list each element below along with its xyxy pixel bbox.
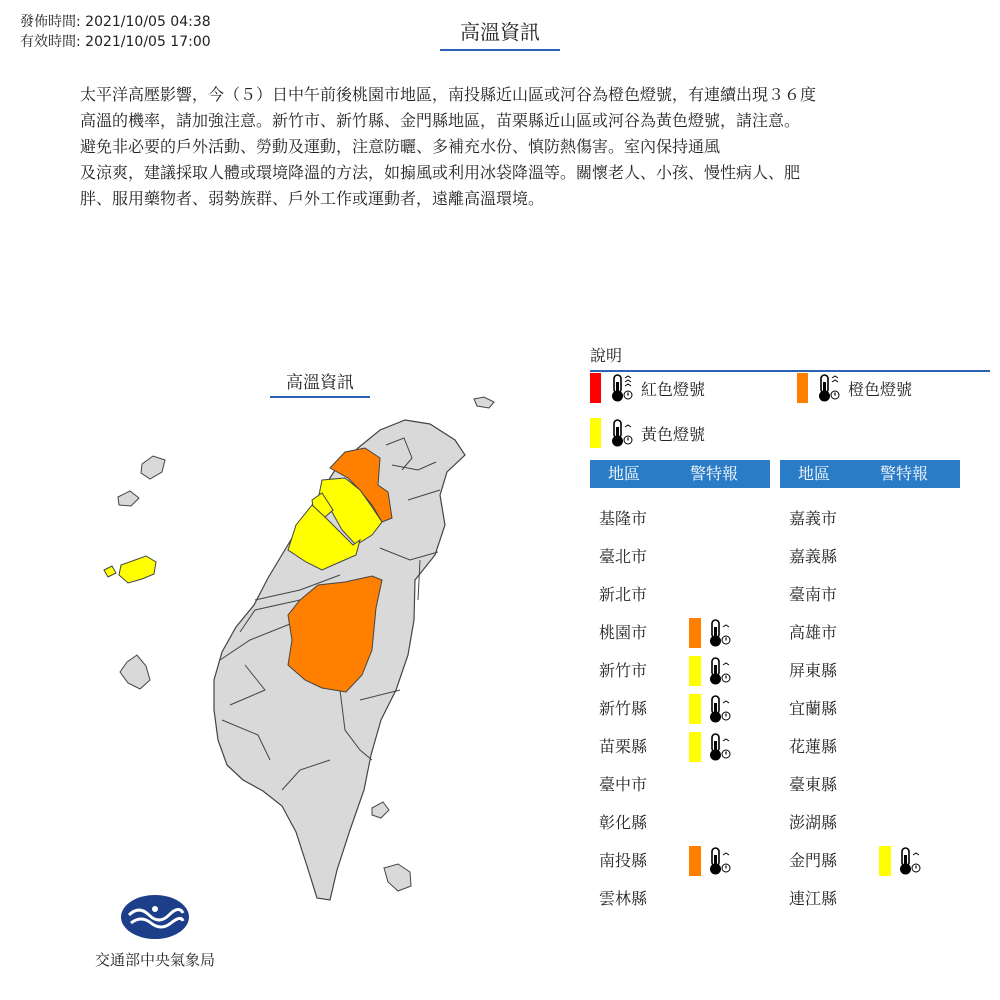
orchid-island: [384, 864, 411, 891]
bulletin-line: 胖、服用藥物者、弱勢族群、戶外工作或運動者，遠離高溫環境。: [80, 189, 545, 208]
yellow-warning-swatch: [689, 694, 701, 724]
thermometer-icon: [609, 373, 635, 403]
table-header-left: [590, 460, 770, 488]
taiwan-map: [90, 390, 510, 910]
region-name: 彰化縣: [599, 813, 648, 832]
warning-icon-wrap: [707, 656, 733, 696]
valid-time: 有效時間: 2021/10/05 17:00: [20, 34, 211, 50]
bulletin-line: 高溫的機率，請加強注意。新竹市、新竹縣、金門縣地區，苗栗縣近山區或河谷為黃色燈號，請注意。: [80, 111, 801, 130]
orange-warning-swatch: [689, 618, 701, 648]
bulletin-text: [80, 82, 940, 212]
warning-icon-wrap: [707, 732, 733, 772]
thermometer-icon: [609, 418, 635, 448]
warning-icon-wrap: [707, 694, 733, 734]
region-name: 新竹市: [599, 661, 648, 680]
column-header-region: 地區: [608, 464, 641, 483]
region-name: 宜蘭縣: [789, 699, 838, 718]
island-matsu-3: [118, 491, 139, 506]
agency-name: 交通部中央氣象局: [94, 951, 215, 969]
region-name: 連江縣: [789, 889, 838, 908]
region-name: 雲林縣: [599, 889, 648, 908]
thermometer-icon: [707, 846, 733, 876]
thermometer-icon: [707, 656, 733, 686]
thermometer-icon: [816, 373, 842, 403]
region-name: 桃園市: [599, 623, 648, 642]
region-name: 花蓮縣: [789, 737, 838, 756]
map-title: 高溫資訊: [270, 368, 370, 398]
kinmen-small-island: [104, 566, 116, 577]
region-name: 臺南市: [789, 585, 838, 604]
yellow-warning-swatch: [689, 656, 701, 686]
orange-swatch: [797, 373, 808, 403]
warning-icon-wrap: [707, 846, 733, 886]
yellow-warning-swatch: [689, 732, 701, 762]
thermometer-icon: [707, 732, 733, 762]
bulletin-line: 避免非必要的戶外活動、勞動及運動，注意防曬、多補充水份、慎防熱傷害。室內保持通風: [80, 137, 721, 156]
region-name: 新竹縣: [599, 699, 648, 718]
green-island: [372, 802, 389, 818]
region-name: 臺東縣: [789, 775, 838, 794]
thermometer-icon: [707, 618, 733, 648]
legend-orange-label: 橙色燈號: [848, 379, 913, 399]
thermometer-icon: [707, 694, 733, 724]
region-name: 高雄市: [789, 623, 838, 642]
warning-icon-wrap: [707, 618, 733, 658]
kinmen-county: [119, 556, 156, 583]
red-swatch: [590, 373, 601, 403]
region-name: 嘉義市: [789, 509, 838, 528]
agency-block: [70, 893, 240, 970]
bulletin-line: 太平洋高壓影響，今（５）日中午前後桃園市地區，南投縣近山區或河谷為橙色燈號，有連續出現３６度: [80, 85, 817, 104]
legend-heading: 說明: [590, 343, 990, 372]
thermometer-icon: [897, 846, 923, 876]
island-matsu-2: [141, 456, 165, 479]
cwb-logo-icon: [119, 893, 191, 941]
region-name: 苗栗縣: [599, 737, 648, 756]
region-name: 基隆市: [599, 509, 648, 528]
legend-orange: [797, 373, 912, 403]
issue-time: 發佈時間: 2021/10/05 04:38: [20, 14, 211, 30]
region-name: 臺中市: [599, 775, 648, 794]
legend-red-label: 紅色燈號: [641, 379, 706, 399]
yellow-swatch: [590, 418, 601, 448]
penghu-county: [120, 655, 150, 689]
island-matsu-1: [474, 397, 494, 408]
bulletin-line: 及涼爽，建議採取人體或環境降溫的方法，如搧風或利用冰袋降溫等。關懷老人、小孩、慢性病人、肥: [80, 163, 801, 182]
legend-yellow: [590, 418, 705, 448]
region-name: 臺北市: [599, 547, 648, 566]
column-header-warning: 警特報: [880, 464, 929, 483]
region-name: 金門縣: [789, 851, 838, 870]
column-header-region: 地區: [798, 464, 831, 483]
legend-yellow-label: 黃色燈號: [641, 424, 706, 444]
region-name: 嘉義縣: [789, 547, 838, 566]
legend-red: [590, 373, 705, 403]
yellow-warning-swatch: [879, 846, 891, 876]
table-header-right: [780, 460, 960, 488]
region-name: 澎湖縣: [789, 813, 838, 832]
page-title: 高溫資訊: [440, 16, 560, 51]
region-name: 新北市: [599, 585, 648, 604]
warning-icon-wrap: [897, 846, 923, 886]
region-name: 南投縣: [599, 851, 648, 870]
region-name: 屏東縣: [789, 661, 838, 680]
orange-warning-swatch: [689, 846, 701, 876]
column-header-warning: 警特報: [690, 464, 739, 483]
